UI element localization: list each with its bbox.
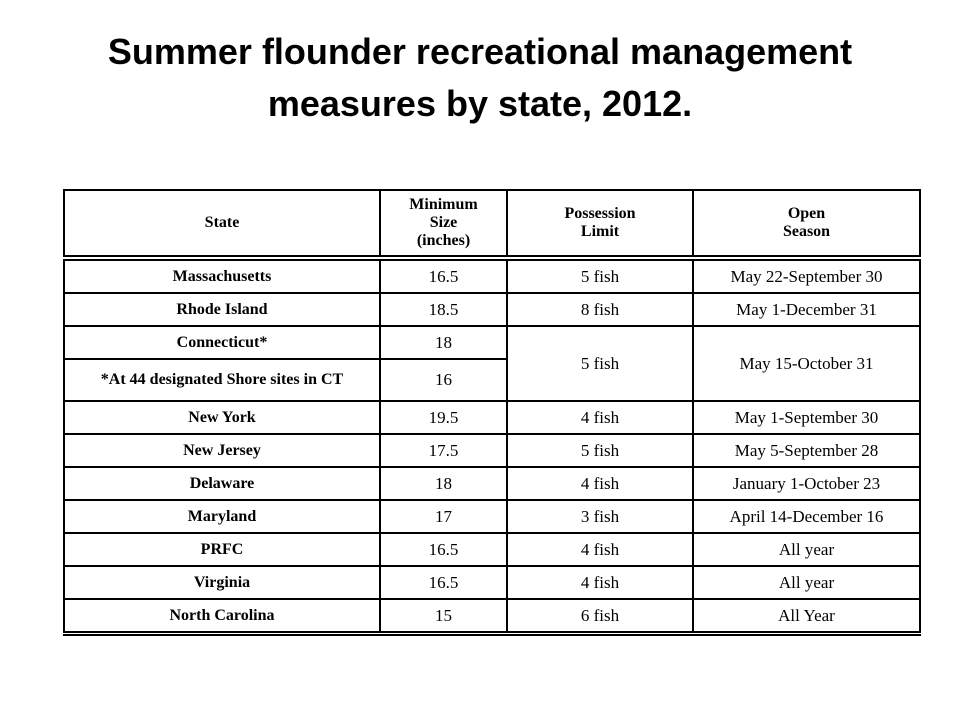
state-cell: Rhode Island	[64, 293, 380, 326]
limit-cell: 6 fish	[507, 599, 693, 634]
table-header-row	[64, 190, 920, 258]
header-state: State	[64, 190, 380, 258]
state-cell: Connecticut*	[64, 326, 380, 359]
size-cell: 15	[380, 599, 507, 634]
slide-title: Summer flounder recreational management measures by state, 2012.	[107, 31, 853, 124]
season-cell: April 14-December 16	[693, 500, 920, 533]
state-cell: New Jersey	[64, 434, 380, 467]
season-cell: January 1-October 23	[693, 467, 920, 500]
header-minimum-size: Minimum Size (inches)	[380, 190, 507, 258]
size-cell: 16.5	[380, 533, 507, 566]
table-row	[64, 326, 920, 359]
size-cell: 16.5	[380, 566, 507, 599]
size-cell: 18	[380, 326, 507, 359]
state-cell: New York	[64, 401, 380, 434]
header-possession-limit: Possession Limit	[507, 190, 693, 258]
state-cell: *At 44 designated Shore sites in CT	[64, 359, 380, 401]
size-cell: 18	[380, 467, 507, 500]
size-cell: 16	[380, 359, 507, 401]
season-cell: All year	[693, 566, 920, 599]
limit-cell: 5 fish	[507, 326, 693, 401]
size-cell: 19.5	[380, 401, 507, 434]
limit-cell: 5 fish	[507, 434, 693, 467]
table-row	[64, 467, 920, 500]
season-cell: May 1-December 31	[693, 293, 920, 326]
season-cell: May 15-October 31	[693, 326, 920, 401]
state-cell: PRFC	[64, 533, 380, 566]
table-row	[64, 533, 920, 566]
table-row	[64, 599, 920, 634]
limit-cell: 4 fish	[507, 566, 693, 599]
table-row	[64, 258, 920, 293]
limit-cell: 4 fish	[507, 467, 693, 500]
regulations-table	[63, 189, 921, 636]
season-cell: All Year	[693, 599, 920, 634]
season-cell: May 1-September 30	[693, 401, 920, 434]
state-cell: Delaware	[64, 467, 380, 500]
size-cell: 17	[380, 500, 507, 533]
table-row	[64, 500, 920, 533]
state-cell: Virginia	[64, 566, 380, 599]
size-cell: 17.5	[380, 434, 507, 467]
limit-cell: 4 fish	[507, 533, 693, 566]
limit-cell: 3 fish	[507, 500, 693, 533]
season-cell: May 5-September 28	[693, 434, 920, 467]
table-row	[64, 401, 920, 434]
regulations-table-container	[63, 189, 919, 636]
limit-cell: 5 fish	[507, 258, 693, 293]
limit-cell: 4 fish	[507, 401, 693, 434]
size-cell: 16.5	[380, 258, 507, 293]
size-cell: 18.5	[380, 293, 507, 326]
table-row	[64, 434, 920, 467]
header-open-season: Open Season	[693, 190, 920, 258]
table-row	[64, 566, 920, 599]
season-cell: All year	[693, 533, 920, 566]
table-row	[64, 293, 920, 326]
state-cell: Massachusetts	[64, 258, 380, 293]
season-cell: May 22-September 30	[693, 258, 920, 293]
state-cell: Maryland	[64, 500, 380, 533]
limit-cell: 8 fish	[507, 293, 693, 326]
state-cell: North Carolina	[64, 599, 380, 634]
